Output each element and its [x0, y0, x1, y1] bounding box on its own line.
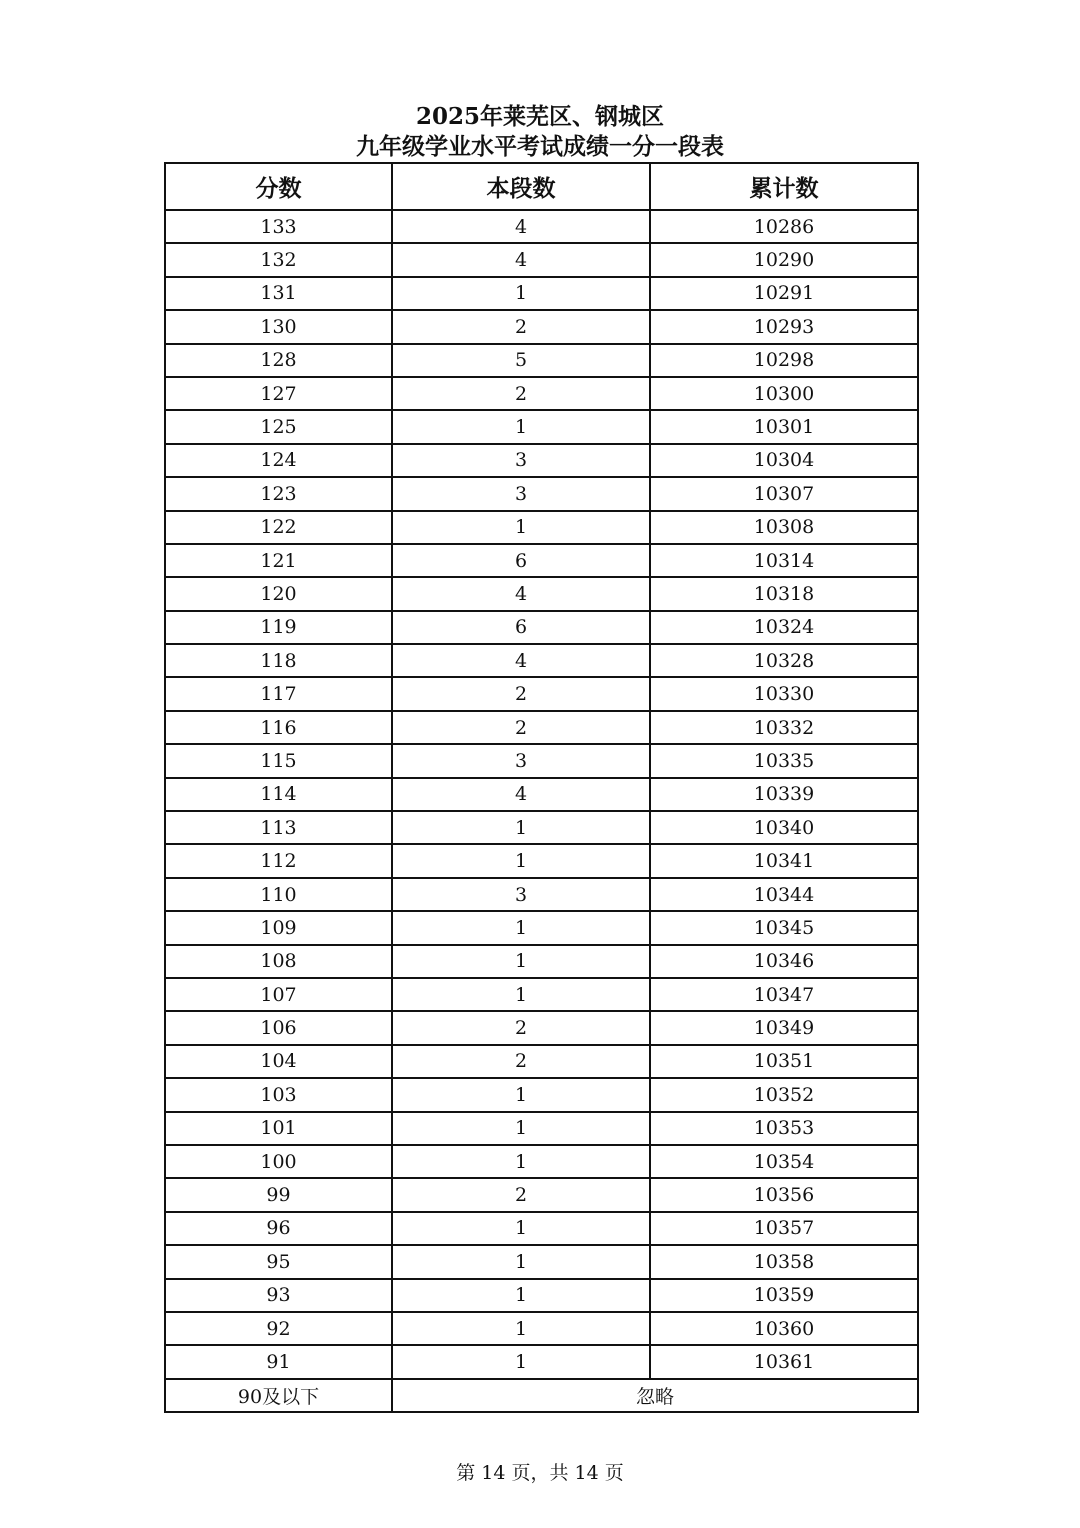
table-row: [165, 744, 918, 777]
cell-cumulative-count: 10293: [650, 310, 918, 343]
cell-score: 130: [165, 310, 392, 343]
cell-cumulative-count: 10360: [650, 1312, 918, 1345]
cell-segment-count: 2: [392, 711, 650, 744]
cell-score: 128: [165, 344, 392, 377]
cell-score: 106: [165, 1011, 392, 1044]
cell-segment-count: 2: [392, 677, 650, 710]
cell-cumulative-count: 10314: [650, 544, 918, 577]
cell-cumulative-count: 10330: [650, 677, 918, 710]
cell-segment-count: 1: [392, 1078, 650, 1111]
cell-cumulative-count: 10290: [650, 243, 918, 276]
table-row: [165, 811, 918, 844]
table-row: [165, 344, 918, 377]
cell-segment-count: 2: [392, 377, 650, 410]
cell-segment-count: 6: [392, 544, 650, 577]
cell-score: 131: [165, 277, 392, 310]
table-row: [165, 277, 918, 310]
cell-cumulative-count: 10351: [650, 1045, 918, 1078]
cell-segment-count: 4: [392, 210, 650, 243]
cell-cumulative-count: 10352: [650, 1078, 918, 1111]
cell-segment-count: 4: [392, 644, 650, 677]
table-row: [165, 878, 918, 911]
table-row: [165, 1245, 918, 1278]
table-row: [165, 310, 918, 343]
document-title-line2: 九年级学业水平考试成绩一分一段表: [356, 133, 724, 160]
cell-cumulative-count: 10332: [650, 711, 918, 744]
cell-ignored-note: 忽略: [392, 1379, 918, 1412]
table-row: [165, 1178, 918, 1211]
table-row: [165, 544, 918, 577]
cell-segment-count: 1: [392, 1212, 650, 1245]
cell-score: 112: [165, 844, 392, 877]
table-row: [165, 210, 918, 243]
cell-segment-count: 1: [392, 1112, 650, 1145]
cell-cumulative-count: 10347: [650, 978, 918, 1011]
cell-score: 104: [165, 1045, 392, 1078]
cell-cumulative-count: 10344: [650, 878, 918, 911]
table-row: [165, 778, 918, 811]
table-row-last: [165, 1379, 918, 1412]
table-row: [165, 844, 918, 877]
cell-score: 101: [165, 1112, 392, 1145]
cell-cumulative-count: 10356: [650, 1178, 918, 1211]
header-score: 分数: [165, 163, 392, 210]
cell-segment-count: 2: [392, 310, 650, 343]
cell-score: 99: [165, 1178, 392, 1211]
cell-segment-count: 1: [392, 1312, 650, 1345]
cell-cumulative-count: 10358: [650, 1245, 918, 1278]
cell-segment-count: 1: [392, 511, 650, 544]
table-row: [165, 1011, 918, 1044]
cell-score: 127: [165, 377, 392, 410]
cell-score: 110: [165, 878, 392, 911]
table-row: [165, 477, 918, 510]
cell-segment-count: 3: [392, 477, 650, 510]
cell-segment-count: 1: [392, 1145, 650, 1178]
cell-score: 124: [165, 444, 392, 477]
cell-cumulative-count: 10340: [650, 811, 918, 844]
cell-segment-count: 4: [392, 778, 650, 811]
cell-score: 93: [165, 1279, 392, 1312]
cell-cumulative-count: 10291: [650, 277, 918, 310]
cell-score: 96: [165, 1212, 392, 1245]
cell-score: 113: [165, 811, 392, 844]
table-body: [165, 210, 918, 1412]
cell-cumulative-count: 10318: [650, 577, 918, 610]
cell-cumulative-count: 10301: [650, 410, 918, 443]
cell-score: 100: [165, 1145, 392, 1178]
cell-cumulative-count: 10341: [650, 844, 918, 877]
cell-score: 92: [165, 1312, 392, 1345]
cell-cumulative-count: 10308: [650, 511, 918, 544]
document-title-line1: 2025年莱芜区、钢城区: [415, 103, 664, 130]
cell-score: 109: [165, 911, 392, 944]
cell-score: 123: [165, 477, 392, 510]
cell-score: 90及以下: [165, 1379, 392, 1412]
table-row: [165, 611, 918, 644]
cell-score: 118: [165, 644, 392, 677]
table-row: [165, 243, 918, 276]
cell-segment-count: 1: [392, 945, 650, 978]
cell-cumulative-count: 10307: [650, 477, 918, 510]
cell-score: 116: [165, 711, 392, 744]
cell-cumulative-count: 10354: [650, 1145, 918, 1178]
cell-segment-count: 2: [392, 1178, 650, 1211]
cell-segment-count: 1: [392, 1345, 650, 1378]
table-row: [165, 945, 918, 978]
cell-segment-count: 1: [392, 1279, 650, 1312]
cell-segment-count: 1: [392, 911, 650, 944]
table-row: [165, 1312, 918, 1345]
table-row: [165, 511, 918, 544]
cell-score: 132: [165, 243, 392, 276]
cell-score: 95: [165, 1245, 392, 1278]
table-row: [165, 1212, 918, 1245]
cell-cumulative-count: 10357: [650, 1212, 918, 1245]
table-row: [165, 1112, 918, 1145]
page-footer: 第 14 页，共 14 页: [456, 1462, 624, 1484]
cell-cumulative-count: 10345: [650, 911, 918, 944]
cell-segment-count: 4: [392, 243, 650, 276]
cell-score: 91: [165, 1345, 392, 1378]
cell-cumulative-count: 10353: [650, 1112, 918, 1145]
table-row: [165, 677, 918, 710]
cell-cumulative-count: 10361: [650, 1345, 918, 1378]
cell-segment-count: 1: [392, 1245, 650, 1278]
table-row: [165, 410, 918, 443]
cell-segment-count: 1: [392, 811, 650, 844]
cell-cumulative-count: 10298: [650, 344, 918, 377]
cell-segment-count: 4: [392, 577, 650, 610]
cell-cumulative-count: 10335: [650, 744, 918, 777]
cell-cumulative-count: 10324: [650, 611, 918, 644]
cell-score: 121: [165, 544, 392, 577]
cell-score: 125: [165, 410, 392, 443]
table-row: [165, 444, 918, 477]
cell-cumulative-count: 10349: [650, 1011, 918, 1044]
table-row: [165, 911, 918, 944]
header-cumulative-count: 累计数: [650, 163, 918, 210]
cell-score: 133: [165, 210, 392, 243]
cell-segment-count: 2: [392, 1045, 650, 1078]
score-distribution-table: [164, 162, 919, 1413]
cell-segment-count: 2: [392, 1011, 650, 1044]
cell-cumulative-count: 10328: [650, 644, 918, 677]
table-row: [165, 1145, 918, 1178]
cell-cumulative-count: 10339: [650, 778, 918, 811]
cell-score: 117: [165, 677, 392, 710]
table-row: [165, 644, 918, 677]
cell-segment-count: 3: [392, 878, 650, 911]
cell-score: 119: [165, 611, 392, 644]
table-row: [165, 711, 918, 744]
cell-segment-count: 1: [392, 277, 650, 310]
cell-segment-count: 3: [392, 444, 650, 477]
header-segment-count: 本段数: [392, 163, 650, 210]
cell-segment-count: 5: [392, 344, 650, 377]
table-row: [165, 1078, 918, 1111]
cell-score: 115: [165, 744, 392, 777]
cell-segment-count: 6: [392, 611, 650, 644]
cell-score: 108: [165, 945, 392, 978]
table-row: [165, 577, 918, 610]
cell-score: 122: [165, 511, 392, 544]
cell-score: 107: [165, 978, 392, 1011]
cell-score: 114: [165, 778, 392, 811]
table-header-row: [165, 163, 918, 210]
cell-segment-count: 1: [392, 410, 650, 443]
cell-score: 103: [165, 1078, 392, 1111]
table-row: [165, 1345, 918, 1378]
table-row: [165, 1279, 918, 1312]
cell-segment-count: 1: [392, 978, 650, 1011]
cell-cumulative-count: 10286: [650, 210, 918, 243]
cell-cumulative-count: 10300: [650, 377, 918, 410]
cell-cumulative-count: 10346: [650, 945, 918, 978]
cell-segment-count: 3: [392, 744, 650, 777]
table-row: [165, 377, 918, 410]
table-row: [165, 978, 918, 1011]
cell-cumulative-count: 10304: [650, 444, 918, 477]
cell-cumulative-count: 10359: [650, 1279, 918, 1312]
cell-score: 120: [165, 577, 392, 610]
cell-segment-count: 1: [392, 844, 650, 877]
table-row: [165, 1045, 918, 1078]
